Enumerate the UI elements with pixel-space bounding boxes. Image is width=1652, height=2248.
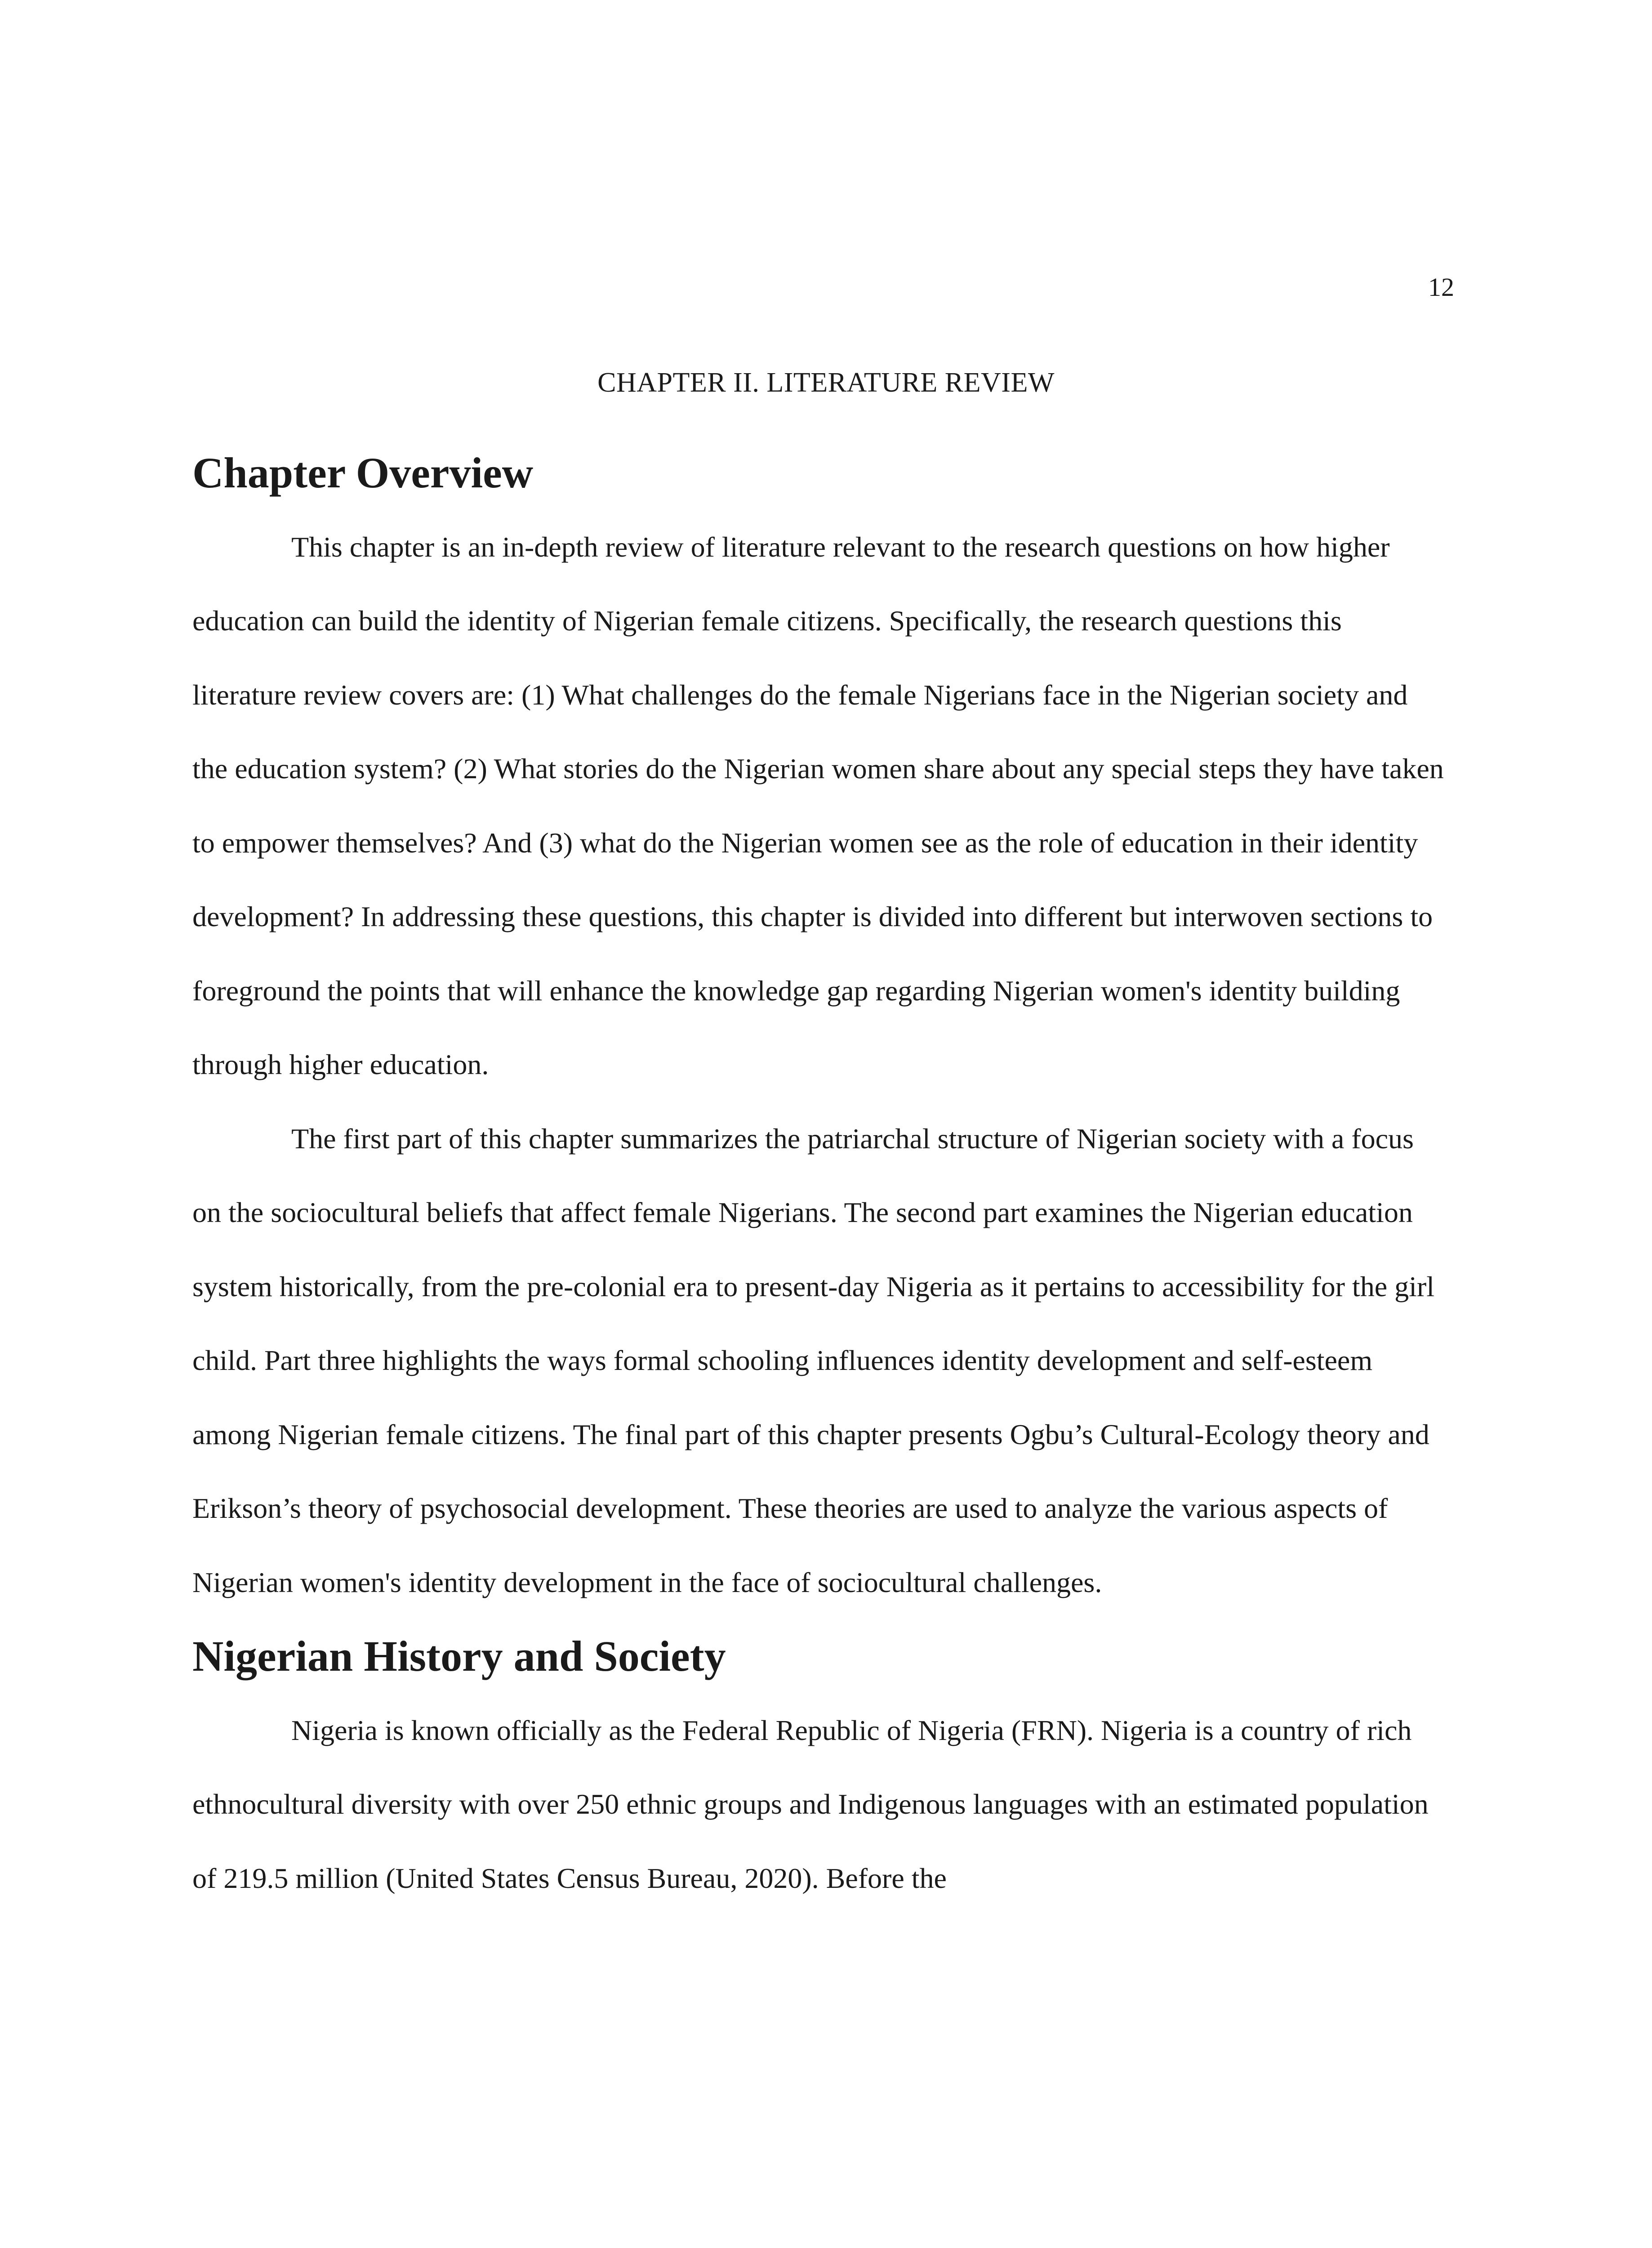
section-chapter-overview <box>192 436 1447 1619</box>
body-paragraph: This chapter is an in-depth review of literature relevant to the research questions on how higher education can build the identity of Nigerian female citizens. Specifically, the research questions this literature review covers are: (1) What challenges do the female Nigerians face in the Nigerian society and the education system? (2) What stories do the Nigerian women share about any special steps they have taken to empower themselves? And (3) what do the Nigerian women see as the role of education in their identity development? In addressing these questions, this chapter is divided into different but interwoven sections to foreground the points that will enhance the knowledge gap regarding Nigerian women's identity building through higher education. <box>192 531 1444 1080</box>
section-heading: Chapter Overview <box>192 449 534 497</box>
page-number: 12 <box>1428 272 1454 302</box>
document-body <box>192 436 1447 1915</box>
body-paragraph: The first part of this chapter summarizes the patriarchal structure of Nigerian society with a focus on the sociocultural beliefs that affect female Nigerians. The second part examines the Nigerian education system historically, from the pre-colonial era to present-day Nigeria as it pertains to accessibility for the girl child. Part three highlights the ways formal schooling influences identity development and self-esteem among Nigerian female citizens. The final part of this chapter presents Ogbu’s Cultural-Ecology theory and Erikson’s theory of psychosocial development. These theories are used to analyze the various aspects of Nigerian women's identity development in the face of sociocultural challenges. <box>192 1122 1434 1598</box>
section-heading: Nigerian History and Society <box>192 1632 726 1680</box>
body-paragraph: Nigeria is known officially as the Federal Republic of Nigeria (FRN). Nigeria is a country of rich ethnocultural diversity with over 250 ethnic groups and Indigenous languages with an estimated population of 219.5 million (United States Census Bureau, 2020). Before the <box>192 1714 1429 1894</box>
chapter-title: CHAPTER II. LITERATURE REVIEW <box>597 367 1055 398</box>
section-nigerian-history-and-society <box>192 1619 1447 1915</box>
